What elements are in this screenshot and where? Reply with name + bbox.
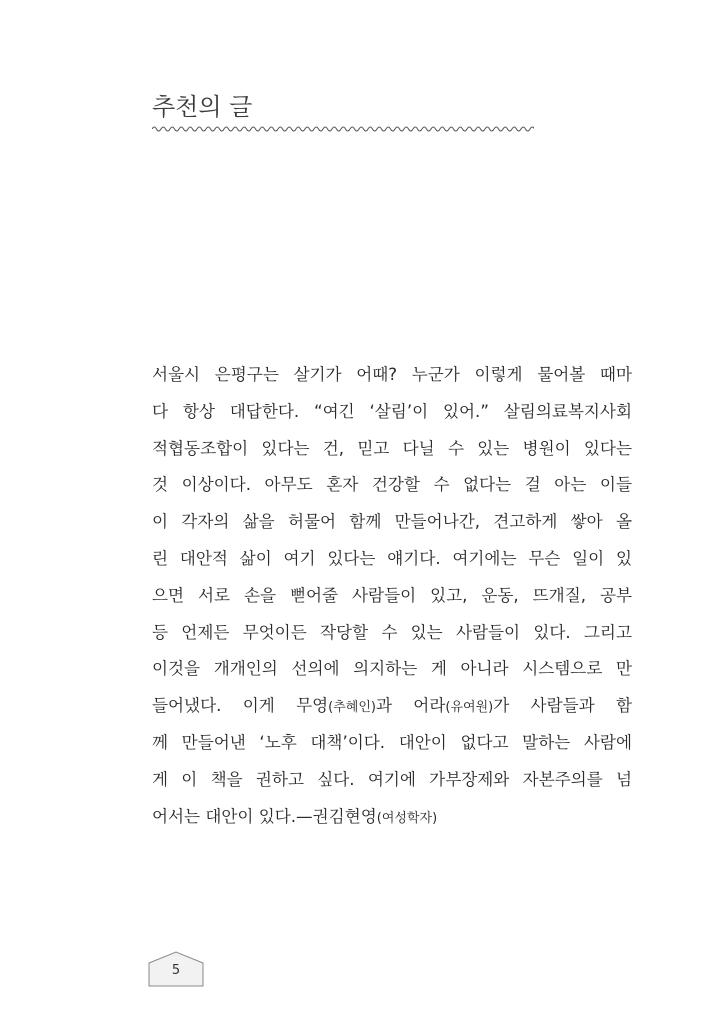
- text-line-11: 께 만들어낸 ‘노후 대책’이다. 대안이 없다고 말하는 사람에: [152, 732, 632, 752]
- text-line-5: 이 각자의 삶을 허물어 함께 만들어나간, 견고하게 쌓아 올: [152, 512, 632, 532]
- recommendation-text: [152, 357, 632, 835]
- section-header: [152, 92, 534, 134]
- text-line-1: 서울시 은평구는 살기가 어때? 누군가 이렇게 물어볼 때마: [152, 365, 632, 384]
- author-role: (여성학자): [376, 810, 438, 826]
- text-line-10: 들어냈다. 이게 무영(추혜인)과 어라(유여원)가 사람들과 함: [152, 696, 632, 716]
- name-note: (유여원): [445, 700, 494, 716]
- text-line-8: 등 언제든 무엇이든 작당할 수 있는 사람들이 있다. 그리고: [152, 622, 632, 642]
- text-line-3: 적협동조합이 있다는 건, 믿고 다닐 수 있는 병원이 있다는: [152, 438, 632, 458]
- name-note: (추혜인): [328, 700, 376, 716]
- text-line-6: 린 대안적 삶이 여기 있다는 얘기다. 여기에는 무슨 일이 있: [152, 548, 632, 568]
- text-line-4: 것 이상이다. 아무도 혼자 건강할 수 없다는 걸 아는 이들: [152, 475, 632, 495]
- text-line-13: [152, 799, 632, 836]
- text-line-9: 이것을 개개인의 선의에 의지하는 게 아니라 시스템으로 만: [152, 659, 632, 679]
- text-line-2: 다 항상 대답한다. “여긴 ‘살림’이 있어.” 살림의료복지사회: [152, 401, 632, 421]
- text-line-7: 으면 서로 손을 뻗어줄 사람들이 있고, 운동, 뜨개질, 공부: [152, 585, 632, 605]
- section-title: 추천의 글: [152, 93, 253, 121]
- text-line-12: 게 이 책을 권하고 싶다. 여기에 가부장제와 자본주의를 넘: [152, 769, 632, 789]
- wavy-divider: [152, 124, 534, 134]
- page-number: 5: [171, 963, 181, 978]
- page-number-tab: [148, 951, 204, 987]
- author-signature: 어서는 대안이 있다.—권김현영: [152, 806, 377, 826]
